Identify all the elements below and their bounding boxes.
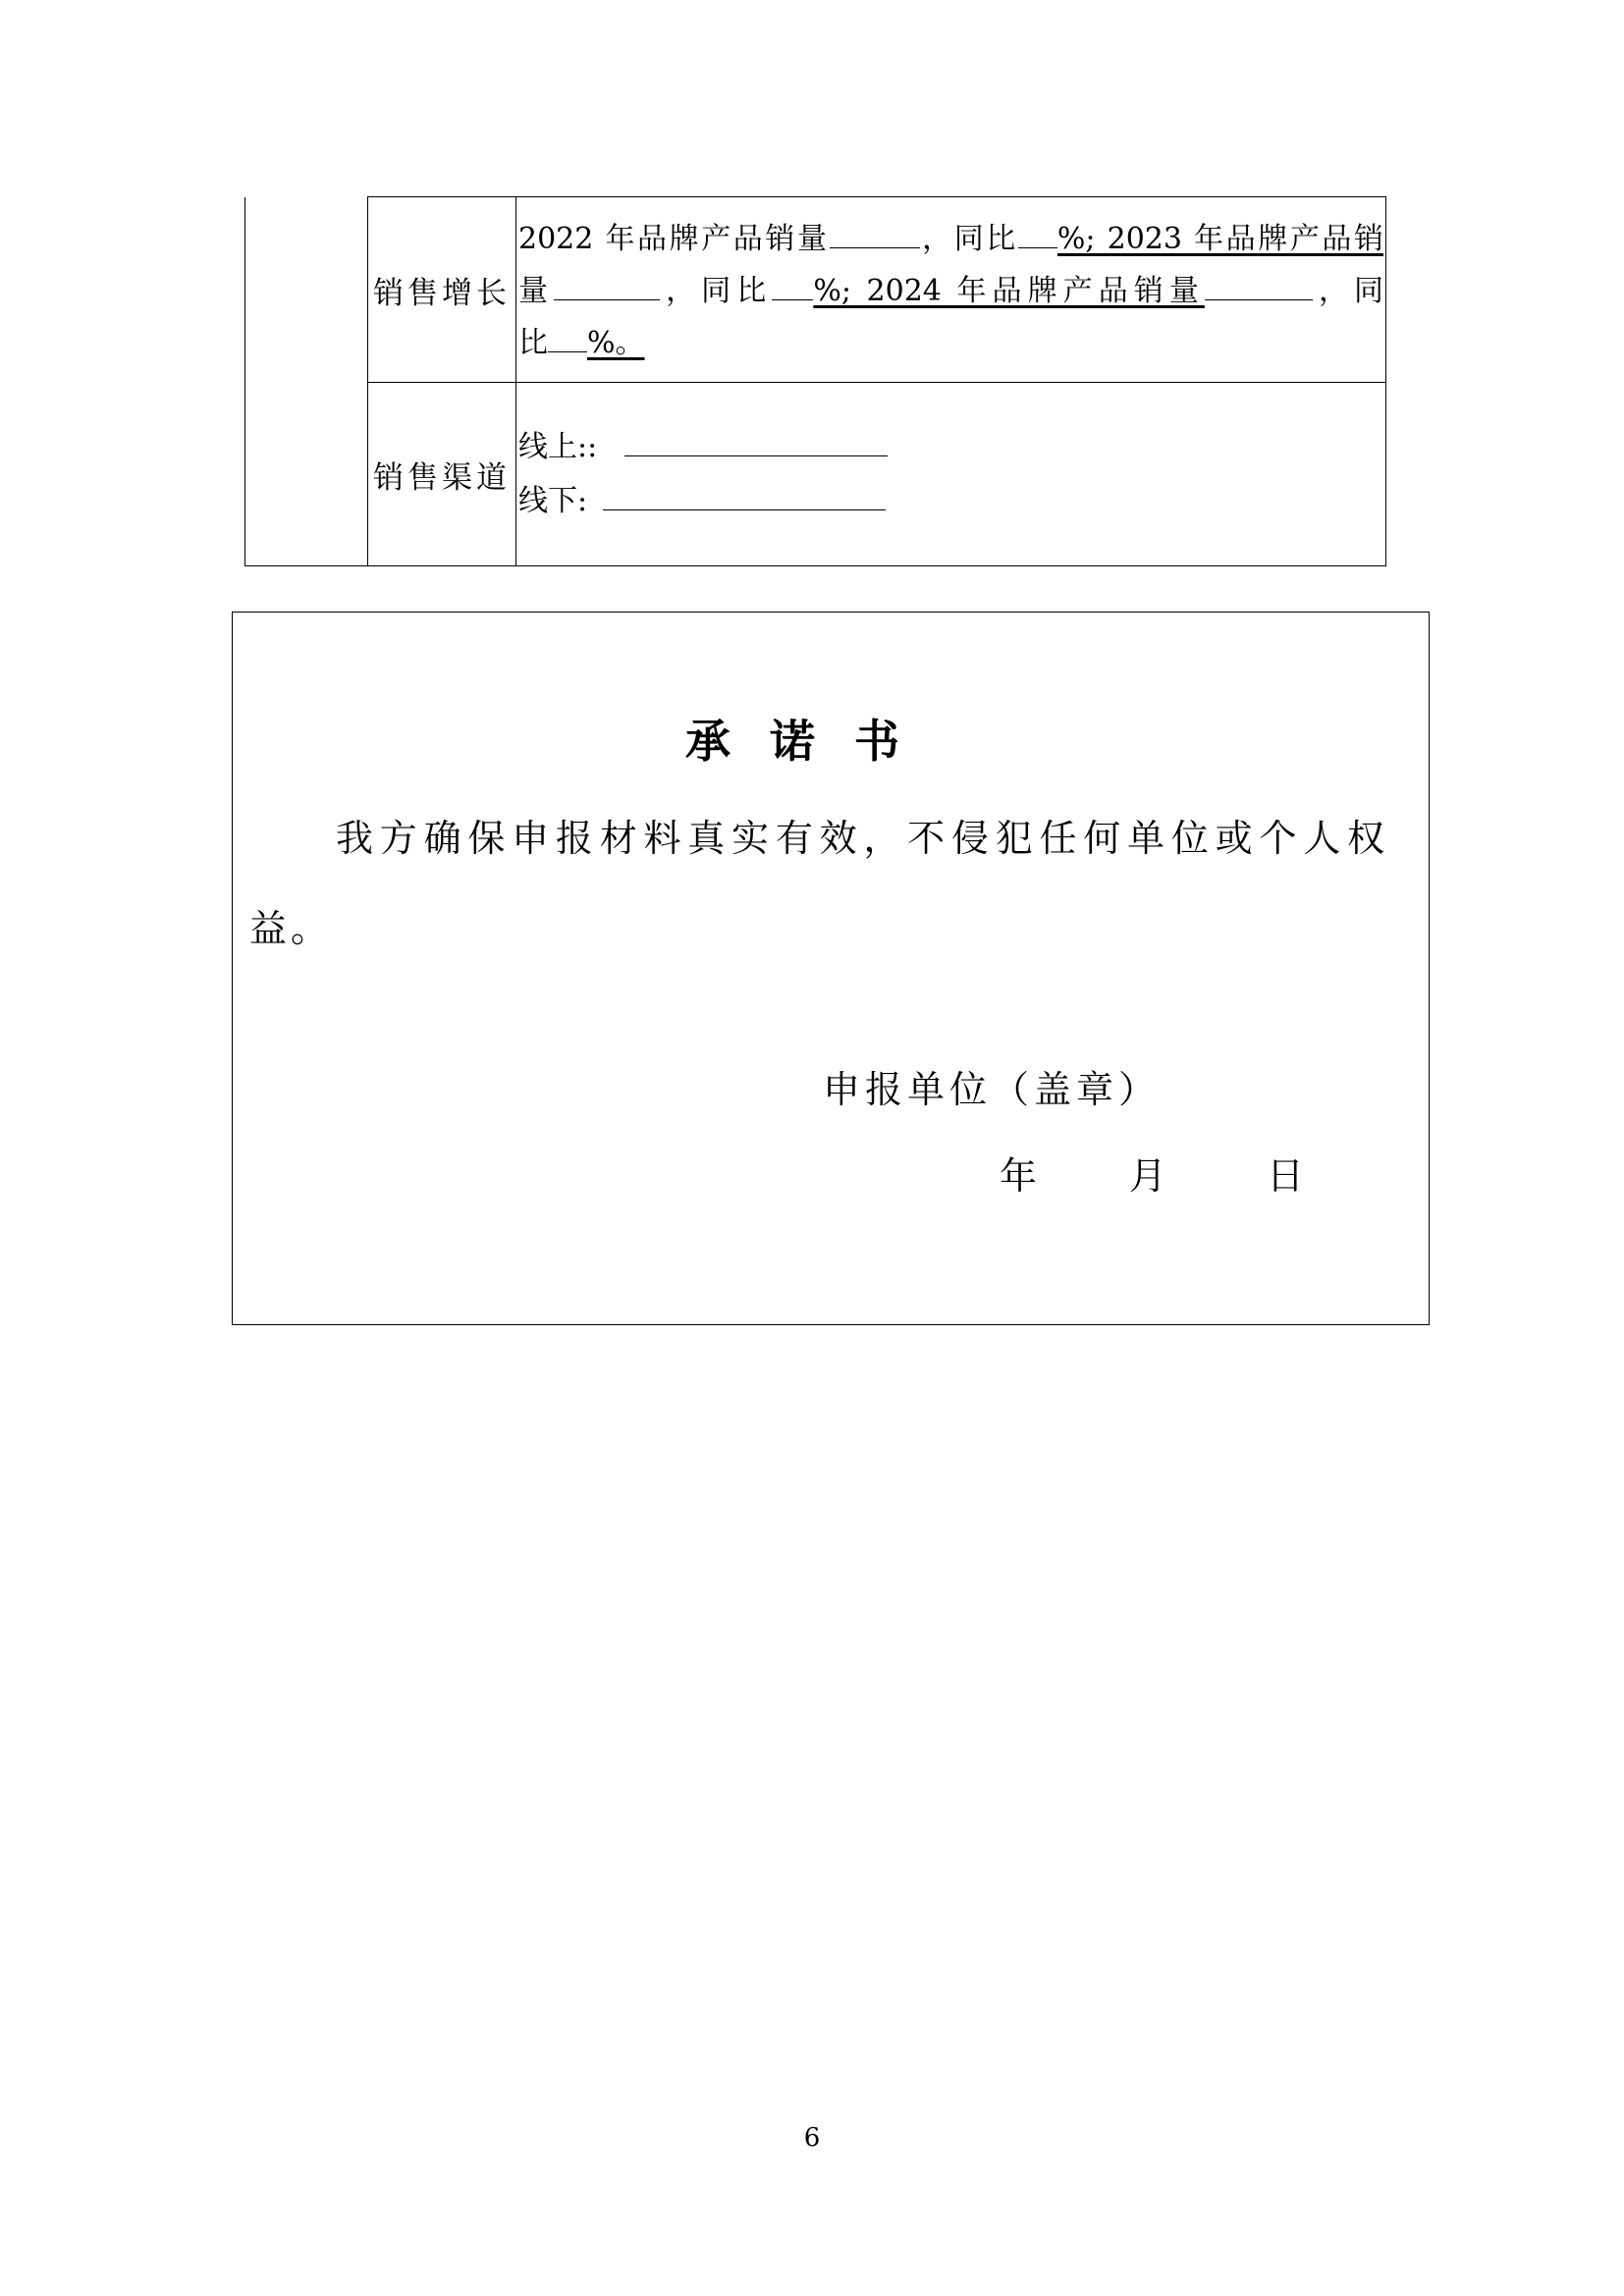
sales-channel-label: 销售渠道 — [368, 383, 516, 566]
sales-growth-label: 销售增长 — [368, 197, 516, 383]
outer-category-cell — [245, 197, 368, 566]
table-row-sales-growth — [245, 197, 1386, 383]
sales-2022-blank[interactable] — [830, 212, 920, 248]
yoy-2023-text: ，同比 — [660, 273, 773, 308]
yoy-2024-blank[interactable] — [548, 316, 587, 352]
sales-growth-content — [516, 197, 1386, 383]
yoy-2024-end-text: %。 — [587, 325, 645, 360]
sales-2024-blank[interactable] — [1205, 264, 1313, 300]
commitment-signer: 申报单位（盖章） — [823, 1068, 1162, 1111]
sales-info-table — [244, 196, 1386, 566]
table-row-sales-channel — [245, 383, 1386, 566]
yoy-2022-blank[interactable] — [1018, 212, 1057, 248]
sales-2022-text: 2022 年品牌产品销量 — [518, 221, 830, 256]
sales-2023-cont-text: 量 — [518, 273, 555, 308]
commitment-title: 承诺书 — [685, 715, 939, 768]
online-channel-line — [518, 420, 1383, 474]
yoy-2024-cont-text: 比 — [518, 325, 548, 360]
offline-channel-line — [518, 474, 1383, 528]
online-channel-label: 线上:: — [518, 430, 598, 464]
online-channel-field[interactable] — [624, 420, 888, 456]
commitment-body: 我方确保申报材料真实有效，不侵犯任何单位或个人权益。 — [249, 817, 1388, 950]
date-day-label: 日 — [1267, 1154, 1305, 1198]
sales-growth-line-1 — [518, 212, 1383, 264]
offline-channel-label: 线下: — [518, 484, 588, 518]
sales-2023-blank[interactable] — [554, 264, 660, 300]
yoy-2023-blank[interactable] — [772, 264, 813, 300]
date-year-label: 年 — [1000, 1154, 1038, 1198]
sales-channel-content — [516, 383, 1386, 566]
sales-growth-line-2 — [518, 264, 1383, 316]
sales-2023-text: %; 2023 年品牌产品销 — [1056, 221, 1383, 256]
offline-channel-field[interactable] — [603, 474, 886, 510]
sales-2024-text: %; 2024 年品牌产品销量 — [813, 273, 1205, 308]
sales-growth-line-3 — [518, 316, 1383, 368]
page-number: 6 — [803, 2123, 821, 2153]
yoy-2024-text: ，同 — [1312, 273, 1384, 308]
yoy-2022-text: ，同比 — [919, 221, 1018, 256]
date-month-label: 月 — [1129, 1154, 1167, 1198]
